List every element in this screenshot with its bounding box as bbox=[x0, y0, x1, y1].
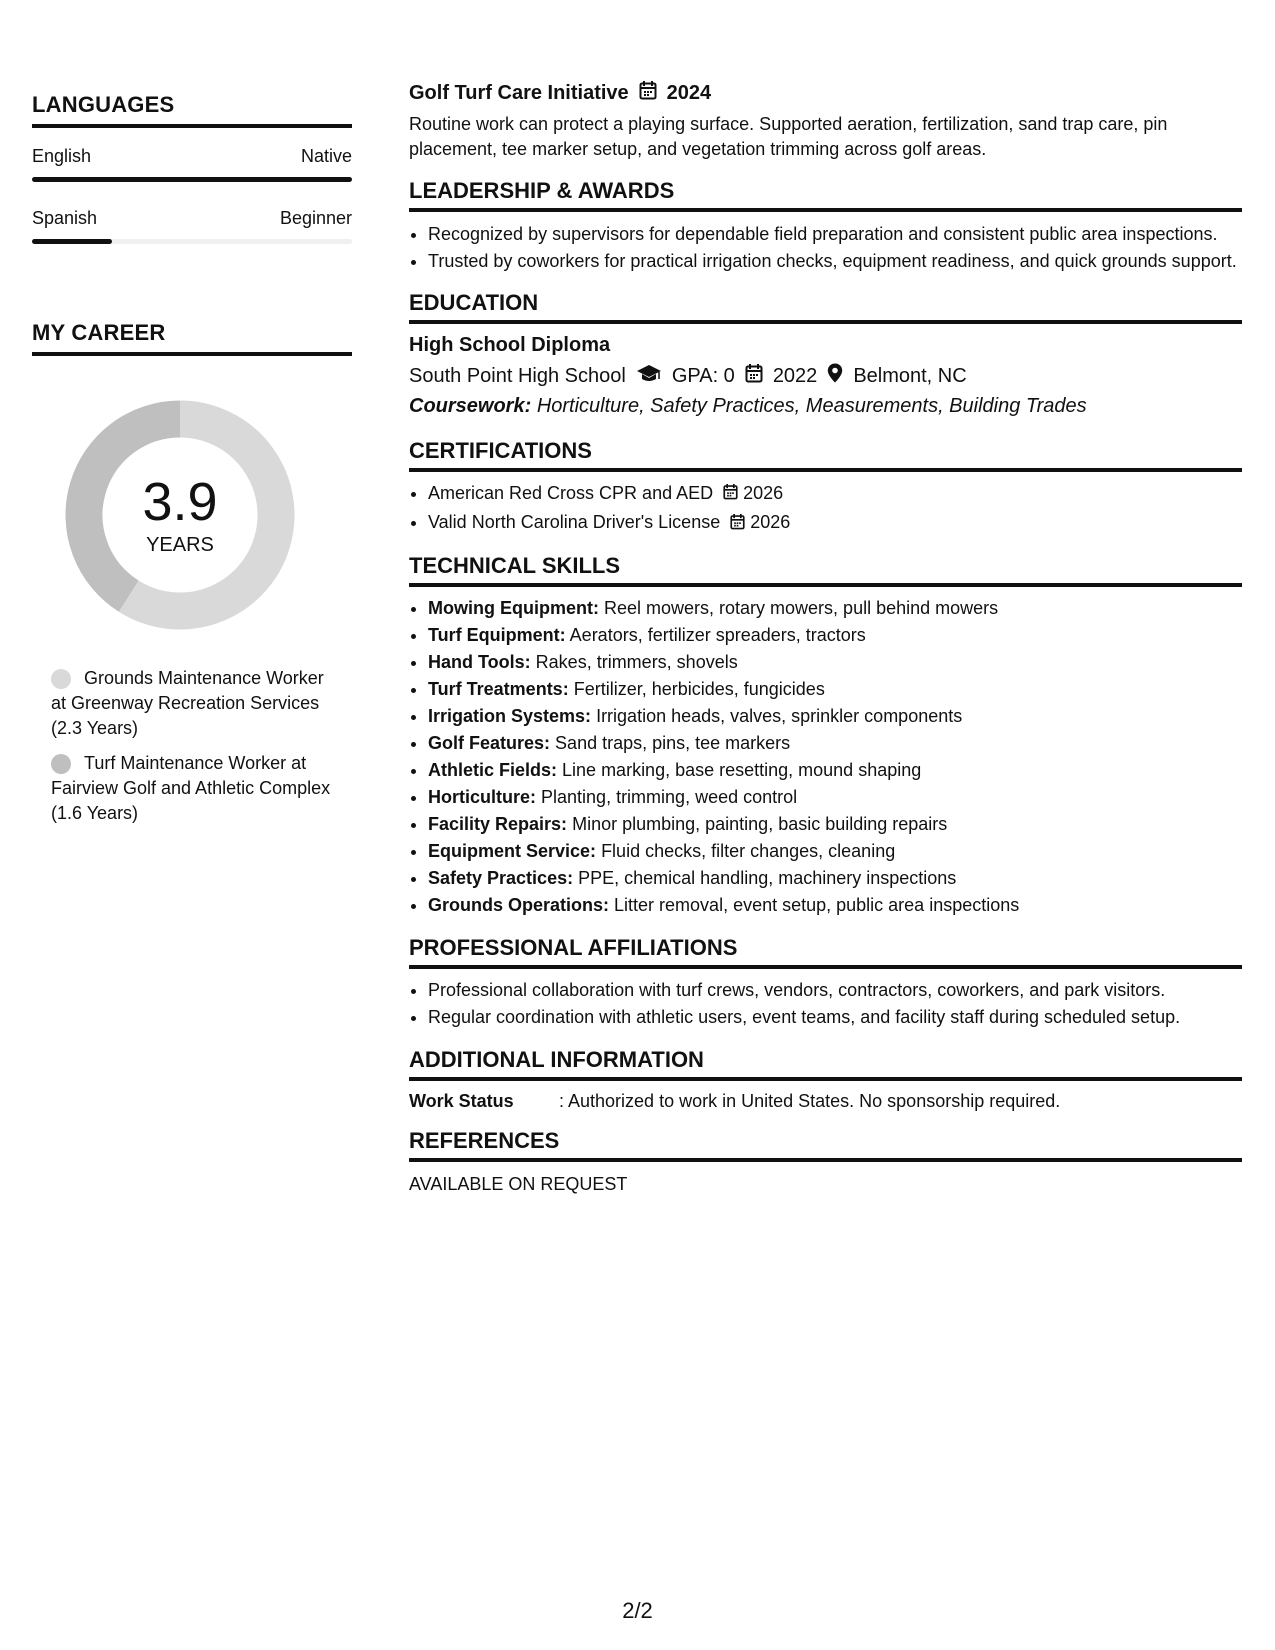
leadership-item: • Recognized by supervisors for dependable field preparation and consistent public area inspections. bbox=[428, 222, 1242, 247]
career-legend-item bbox=[51, 751, 331, 826]
references-title: REFERENCES bbox=[409, 1128, 1242, 1162]
career-section bbox=[32, 320, 352, 826]
leadership-section bbox=[409, 178, 1242, 274]
career-job-label: Grounds Maintenance Worker at Greenway Recreation Services (2.3 Years) bbox=[51, 668, 324, 738]
calendar-icon bbox=[723, 481, 738, 507]
languages-title: LANGUAGES bbox=[32, 92, 352, 128]
career-years-unit: YEARS bbox=[146, 533, 214, 556]
affiliation-item: • Professional collaboration with turf crews, vendors, contractors, coworkers, and park visitors. bbox=[428, 977, 1242, 1004]
main-content bbox=[409, 80, 1242, 1195]
language-proficiency-bar bbox=[32, 177, 352, 182]
skill-label: Turf Treatments: bbox=[428, 678, 569, 699]
language-level: Beginner bbox=[279, 208, 352, 228]
skill-label: Athletic Fields: bbox=[428, 759, 558, 780]
certification-item bbox=[428, 509, 1242, 536]
skill-item bbox=[428, 892, 1242, 919]
languages-section bbox=[32, 92, 352, 244]
skill-value: Planting, trimming, weed control bbox=[541, 786, 798, 807]
project-entry bbox=[409, 80, 1242, 162]
affiliation-item: • Regular coordination with athletic users, event teams, and facility staff during scheduled setup. bbox=[428, 1004, 1242, 1031]
skill-value: Rakes, trimmers, shovels bbox=[535, 651, 738, 672]
skill-label: Hand Tools: bbox=[428, 651, 531, 672]
education-year: 2022 bbox=[772, 364, 818, 387]
certification-year: 2026 bbox=[750, 512, 791, 533]
legend-dot bbox=[51, 754, 71, 774]
skill-value: Aerators, fertilizer spreaders, tractors bbox=[569, 624, 866, 645]
skill-label: Grounds Operations: bbox=[428, 894, 610, 915]
work-status-key: Work Status bbox=[409, 1090, 514, 1111]
map-pin-icon bbox=[827, 363, 843, 389]
skill-item bbox=[428, 676, 1242, 703]
coursework-label: Coursework: bbox=[409, 395, 532, 417]
certification-name: Valid North Carolina Driver's License bbox=[428, 512, 721, 533]
education-location: Belmont, NC bbox=[853, 364, 967, 387]
skill-item bbox=[428, 595, 1242, 622]
additional-title: ADDITIONAL INFORMATION bbox=[409, 1047, 1242, 1081]
graduation-cap-icon bbox=[636, 363, 662, 389]
career-title: MY CAREER bbox=[32, 320, 352, 356]
project-description: Routine work can protect a playing surface. Supported aeration, fertilization, sand trap care, pin placement, tee marker setup, and vegetation trimming across golf areas. bbox=[409, 114, 1168, 159]
certifications-list bbox=[409, 480, 1242, 537]
skill-item bbox=[428, 622, 1242, 649]
career-total-years: 3.9 bbox=[142, 471, 218, 532]
calendar-icon bbox=[730, 511, 745, 537]
skills-title: TECHNICAL SKILLS bbox=[409, 553, 1242, 587]
skill-label: Safety Practices: bbox=[428, 867, 574, 888]
skill-item bbox=[428, 649, 1242, 676]
career-legend bbox=[51, 666, 331, 826]
coursework-list: Horticulture, Safety Practices, Measurements, Building Trades bbox=[536, 395, 1087, 417]
certification-item bbox=[428, 480, 1242, 507]
certification-name: American Red Cross CPR and AED bbox=[428, 483, 714, 503]
donut-center bbox=[65, 400, 295, 630]
skill-item bbox=[428, 730, 1242, 757]
certification-year: 2026 bbox=[743, 483, 784, 503]
skill-label: Equipment Service: bbox=[428, 840, 597, 861]
skill-label: Irrigation Systems: bbox=[428, 705, 592, 726]
language-name: Spanish bbox=[32, 208, 98, 228]
skills-section bbox=[409, 553, 1242, 919]
language-proficiency-bar bbox=[32, 239, 352, 244]
skill-value: Reel mowers, rotary mowers, pull behind mowers bbox=[604, 597, 999, 618]
skill-value: Litter removal, event setup, public area inspections bbox=[614, 894, 1020, 915]
skills-list bbox=[409, 595, 1242, 919]
skill-label: Golf Features: bbox=[428, 732, 551, 753]
skill-item bbox=[428, 811, 1242, 838]
career-donut-chart bbox=[65, 400, 295, 630]
education-degree: High School Diploma bbox=[409, 334, 611, 356]
calendar-icon bbox=[639, 80, 657, 106]
education-title: EDUCATION bbox=[409, 290, 1242, 324]
education-meta bbox=[409, 363, 1242, 389]
skill-value: Line marking, base resetting, mound shaping bbox=[562, 759, 922, 780]
language-proficiency-fill bbox=[32, 177, 352, 182]
language-level: Native bbox=[300, 146, 352, 166]
skill-value: Fluid checks, filter changes, cleaning bbox=[601, 840, 896, 861]
certifications-title: CERTIFICATIONS bbox=[409, 438, 1242, 472]
affiliations-title: PROFESSIONAL AFFILIATIONS bbox=[409, 935, 1242, 969]
affiliations-list bbox=[409, 977, 1242, 1031]
skill-value: PPE, chemical handling, machinery inspections bbox=[578, 867, 957, 888]
work-status-value: : Authorized to work in United States. No sponsorship required. bbox=[559, 1090, 1061, 1111]
language-item-english bbox=[32, 146, 352, 182]
skill-label: Horticulture: bbox=[428, 786, 536, 807]
skill-value: Minor plumbing, painting, basic building repairs bbox=[572, 813, 948, 834]
affiliations-section bbox=[409, 935, 1242, 1031]
education-coursework bbox=[409, 395, 1242, 418]
language-proficiency-fill bbox=[32, 239, 112, 244]
leadership-item: • Trusted by coworkers for practical irrigation checks, equipment readiness, and quick grounds support. bbox=[428, 249, 1242, 274]
education-school: South Point High School bbox=[409, 364, 626, 387]
leadership-title: LEADERSHIP & AWARDS bbox=[409, 178, 1242, 212]
skill-item bbox=[428, 784, 1242, 811]
work-status-row bbox=[409, 1091, 1242, 1112]
skill-item bbox=[428, 865, 1242, 892]
language-name: English bbox=[32, 146, 92, 166]
legend-dot bbox=[51, 669, 71, 689]
skill-value: Irrigation heads, valves, sprinkler components bbox=[596, 705, 963, 726]
additional-section bbox=[409, 1047, 1242, 1112]
certifications-section bbox=[409, 438, 1242, 537]
calendar-icon bbox=[745, 363, 763, 389]
references-section bbox=[409, 1128, 1242, 1195]
education-section bbox=[409, 290, 1242, 418]
leadership-list bbox=[409, 222, 1242, 274]
project-title: Golf Turf Care Initiative bbox=[409, 81, 629, 104]
career-job-label: Turf Maintenance Worker at Fairview Golf and Athletic Complex (1.6 Years) bbox=[51, 753, 331, 823]
page-number: 2/2 bbox=[622, 1598, 653, 1623]
skill-label: Facility Repairs: bbox=[428, 813, 568, 834]
references-text: AVAILABLE ON REQUEST bbox=[409, 1173, 628, 1194]
skill-item bbox=[428, 757, 1242, 784]
skill-value: Sand traps, pins, tee markers bbox=[555, 732, 791, 753]
project-header bbox=[409, 80, 1242, 106]
language-item-spanish bbox=[32, 208, 352, 244]
skill-value: Fertilizer, herbicides, fungicides bbox=[573, 678, 825, 699]
skill-item bbox=[428, 703, 1242, 730]
career-legend-item bbox=[51, 666, 331, 741]
skill-label: Turf Equipment: bbox=[428, 624, 566, 645]
sidebar bbox=[32, 92, 352, 826]
skill-item bbox=[428, 838, 1242, 865]
project-year: 2024 bbox=[666, 81, 712, 104]
education-gpa: GPA: 0 bbox=[671, 364, 735, 387]
skill-label: Mowing Equipment: bbox=[428, 597, 599, 618]
